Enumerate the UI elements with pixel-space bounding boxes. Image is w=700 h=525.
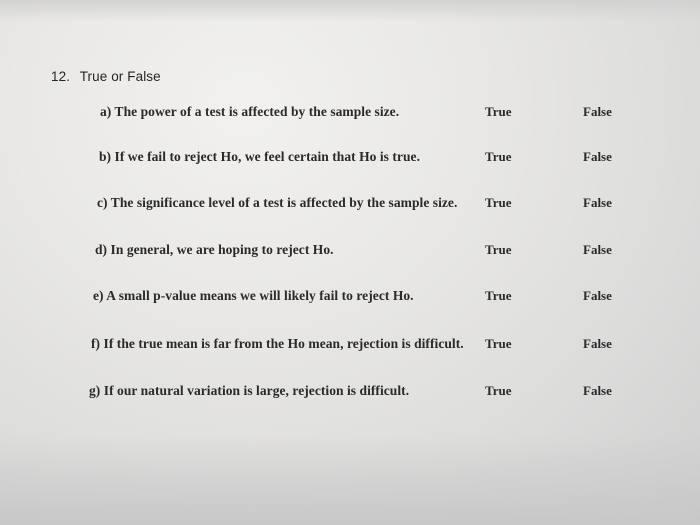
statement-text: b) If we fail to reject Ho, we feel certain that Ho is true. [99,149,421,164]
statement-text: g) If our natural variation is large, rejection is difficult. [89,383,410,398]
false-option[interactable]: False [583,383,612,398]
statement-text: d) In general, we are hoping to reject Ho. [95,242,334,257]
true-option[interactable]: True [485,149,512,164]
question-header [51,69,161,84]
statement-text: c) The significance level of a test is affected by the sample size. [97,195,458,210]
false-option[interactable]: False [583,288,612,303]
false-option[interactable]: False [583,336,612,351]
question-title: True or False [79,69,161,84]
statement-row-a [0,104,700,124]
statement-row-c [0,195,700,215]
true-option[interactable]: True [485,288,512,303]
question-number: 12. [51,69,71,84]
true-option[interactable]: True [485,383,512,398]
statement-row-b [0,149,700,169]
statement-row-g [0,383,700,403]
false-option[interactable]: False [583,195,612,210]
true-option[interactable]: True [485,242,512,257]
false-option[interactable]: False [583,242,612,257]
page-top-shadow [0,0,700,22]
true-option[interactable]: True [485,195,512,210]
statement-row-d [0,242,700,262]
false-option[interactable]: False [583,104,612,119]
true-option[interactable]: True [485,104,512,119]
page-bottom-shadow [0,435,700,525]
statement-text: f) If the true mean is far from the Ho mean, rejection is difficult. [91,336,464,351]
statement-row-e [0,288,700,308]
statement-text: e) A small p-value means we will likely fail to reject Ho. [93,288,414,303]
false-option[interactable]: False [583,149,612,164]
true-option[interactable]: True [485,336,512,351]
statement-text: a) The power of a test is affected by the sample size. [100,104,400,119]
statement-row-f [0,336,700,356]
